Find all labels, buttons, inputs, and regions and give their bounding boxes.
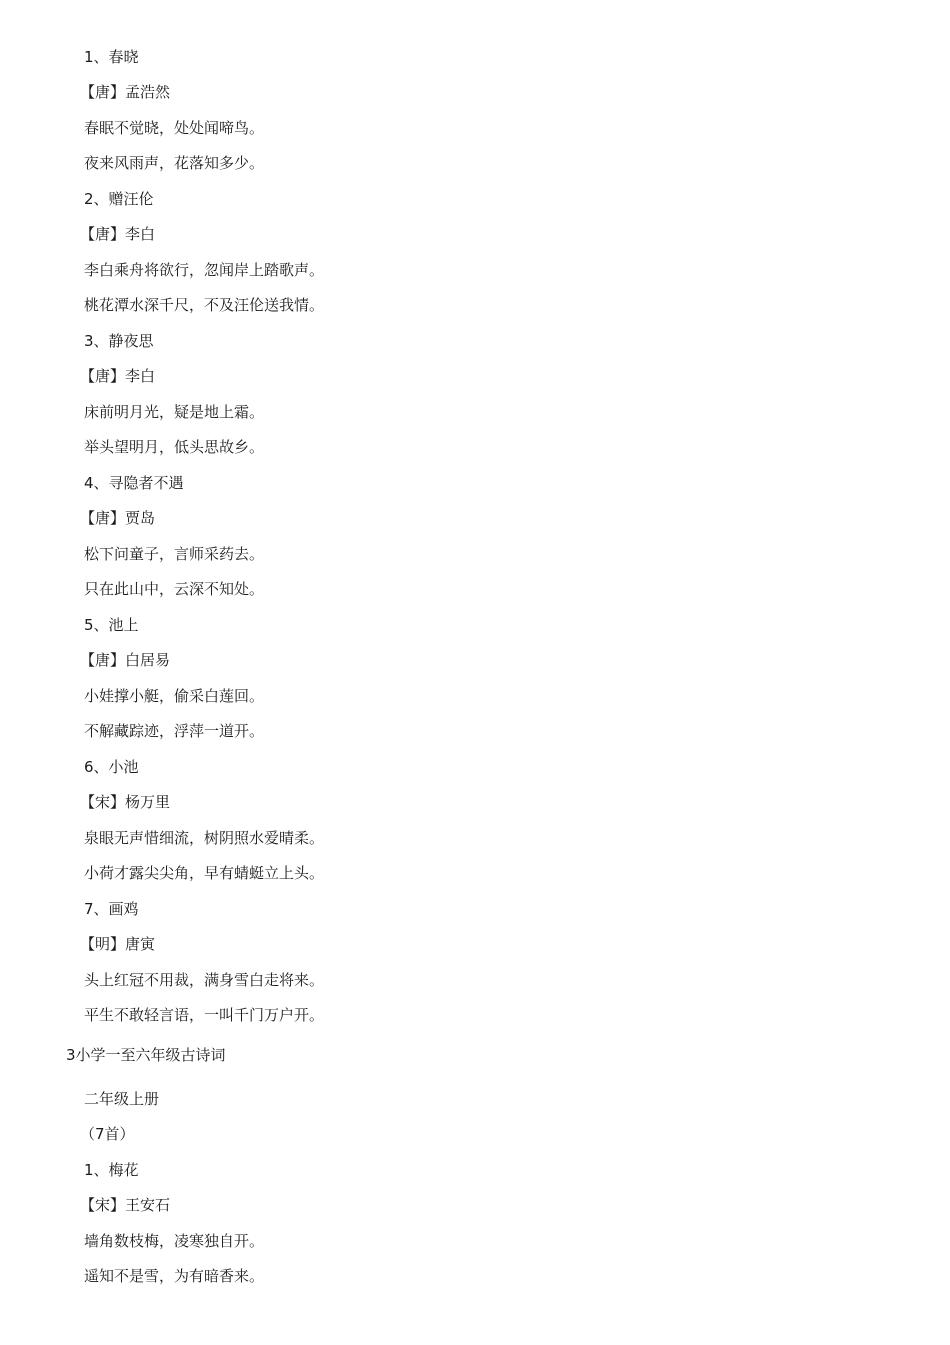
poem-author: 【唐】李白 xyxy=(80,367,156,385)
poem-title: 1、梅花 xyxy=(84,1161,139,1179)
poem-author: 【明】唐寅 xyxy=(80,935,156,953)
poem-title: 1、春晓 xyxy=(84,48,139,66)
poem-author: 【唐】贾岛 xyxy=(80,509,156,527)
poem-line: 墙角数枝梅，凌寒独自开。 xyxy=(84,1232,265,1250)
poem-line: 桃花潭水深千尺，不及汪伦送我情。 xyxy=(84,296,325,314)
section-heading: 二年级上册 xyxy=(84,1090,160,1108)
poem-author: 【宋】杨万里 xyxy=(80,793,171,811)
poem-line: 泉眼无声惜细流，树阴照水爱晴柔。 xyxy=(84,829,325,847)
poem-title: 5、池上 xyxy=(84,616,139,634)
poem-line: 小荷才露尖尖角，早有蜻蜓立上头。 xyxy=(84,864,325,882)
poem-line: 夜来风雨声，花落知多少。 xyxy=(84,154,265,172)
poem-line: 只在此山中，云深不知处。 xyxy=(84,580,265,598)
section-count: （7首） xyxy=(80,1125,135,1143)
poem-line: 春眠不觉晓，处处闻啼鸟。 xyxy=(84,119,265,137)
poem-title: 3、静夜思 xyxy=(84,332,154,350)
poem-line: 床前明月光，疑是地上霜。 xyxy=(84,403,265,421)
poem-line: 松下问童子，言师采药去。 xyxy=(84,545,265,563)
poem-line: 李白乘舟将欲行，忽闻岸上踏歌声。 xyxy=(84,261,325,279)
poem-author: 【唐】李白 xyxy=(80,225,156,243)
poem-title: 6、小池 xyxy=(84,758,139,776)
running-header: 3小学一至六年级古诗词 xyxy=(66,1046,226,1064)
poem-author: 【唐】白居易 xyxy=(80,651,171,669)
poem-line: 头上红冠不用裁，满身雪白走将来。 xyxy=(84,971,325,989)
poem-title: 2、赠汪伦 xyxy=(84,190,154,208)
poem-line: 平生不敢轻言语，一叫千门万户开。 xyxy=(84,1006,325,1024)
poem-line: 遥知不是雪，为有暗香来。 xyxy=(84,1267,265,1285)
poem-title: 4、寻隐者不遇 xyxy=(84,474,184,492)
poem-author: 【唐】孟浩然 xyxy=(80,83,171,101)
poem-line: 举头望明月，低头思故乡。 xyxy=(84,438,265,456)
poem-line: 小娃撑小艇，偷采白莲回。 xyxy=(84,687,265,705)
poem-line: 不解藏踪迹，浮萍一道开。 xyxy=(84,722,265,740)
poem-title: 7、画鸡 xyxy=(84,900,139,918)
poem-author: 【宋】王安石 xyxy=(80,1196,171,1214)
